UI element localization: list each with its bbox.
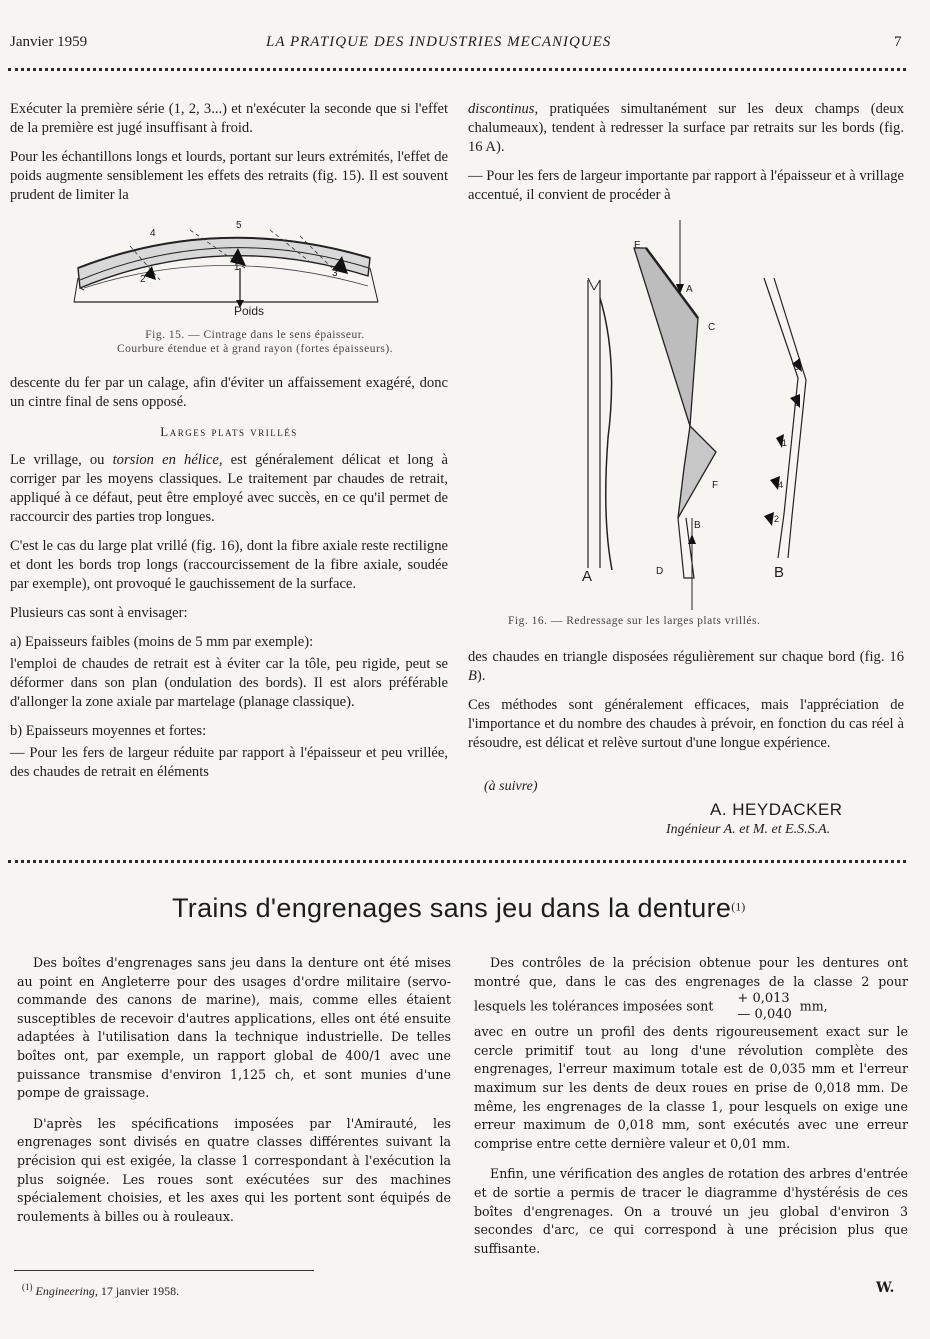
page-number: 7 [894,34,902,50]
paragraph: D'après les spécifications imposées par l'Amirauté, les engrenages sont divisés en quatre classes différentes suivant la précision qui est exigée, la classe 1 correspondant à l'exécution la plus soignée. Les roues sont exécutées sur des machines spécialement choisies, et les axes qui les portent sont équipés de roulements à billes ou à rouleaux. [17,1115,451,1224]
footnote [22,1282,179,1299]
text-run: mm, [799,998,828,1014]
article1-right-bottom [468,648,904,763]
text-run: ). [476,668,486,684]
text-run: Le vrillage, ou [10,452,113,468]
text-run: , pratiquées simultanément sur les deux champs (deux chalumeaux), tendent à redresser la surface par retraits sur les bords (fig. 16 A). [468,101,904,155]
fig15-label-3: 3 [332,268,338,279]
fig16-label-C: C [708,322,716,333]
paragraph: Des boîtes d'engrenages sans jeu dans la denture ont été mises au point en Angleterre pour des usages d'ordre militaire (servo-commande des canons de marine), mais, comme elles étaient susceptibles de recevoir d'autres applications, elles ont été ensuite adaptées à l'utilisation dans la technique industrielle. De telles boîtes ont, par exemple, un rapport global de 400/1 avec une puissance transmise d'environ 1,125 ch, et sont munies d'une pompe de graissage. [17,955,451,1101]
fig15-label-1: 1 [234,262,240,273]
paragraph: a) Epaisseurs faibles (moins de 5 mm par exemple): [10,634,314,650]
article2-right-column [474,954,908,1270]
text-run: , est généralement délicat et long à corriger par les moyens classiques. Le traitement par chaudes de retrait, appliqué à ce défaut, peut être employé avec succès, en ce qu'il permet de raccourcir des parties trop longues. [10,452,448,525]
paragraph: Plusieurs cas sont à envisager: [10,605,188,621]
footnote-ref: (1) [731,899,746,914]
article1-left-top [10,100,448,215]
fig15-label-4: 4 [150,228,156,239]
footnote-mark: (1) [22,1282,33,1292]
paragraph: C'est le cas du large plat vrillé (fig. 16), dont la fibre axiale reste rectiligne et dont les bords trop longs (raccourcissement de la fibre axiale, soudée par exemple), ont provoqué le gauchissement de la surface. [10,538,448,592]
paragraph: Enfin, une vérification des angles de rotation des arbres d'entrée et de sortie a permis de tracer le diagramme d'hystérésis de ces boîtes d'engrenages. On a trouvé un jeu global d'environ 3 secondes d'arc, ce qui correspond à une précision plus que suffisante. [474,1166,908,1256]
paragraph: avec en outre un profil des dents rigoureusement exact sur le cercle primitif tout au long d'une révolution complète des engrenages, l'erreur maximum totale est de 0,035 mm et l'erreur maximum sur les dents de deux roues en prise de 0,018 mm. De même, les engrenages de la classe 1, pour lesquels on exige une erreur maximum de 0,018 mm, sont exécutés avec une erreur comprise entre cette dernière valeur et 0,01 mm. [474,1024,908,1151]
journal-title: LA PRATIQUE DES INDUSTRIES MECANIQUES [266,34,612,50]
article2-title [172,893,745,924]
fig16-label-B: B [694,520,701,531]
footnote-rule [14,1270,314,1271]
author-title: Ingénieur A. et M. et E.S.S.A. [666,822,831,837]
fig15-label-2: 2 [140,274,146,285]
tolerance-minus: — 0,040 [737,1007,792,1023]
article1-left-bottom [10,374,448,792]
fig16-label-A: A [686,284,693,295]
fig16-mark-2: 2 [774,514,780,524]
fig16-label-F: F [712,480,719,491]
fig16-sublabel-A: A [582,568,593,585]
article2-signature: W. [876,1280,895,1296]
fig16-sublabel-B: B [774,564,785,581]
paragraph: descente du fer par un calage, afin d'éviter un affaissement exagéré, donc un cintre final de sens opposé. [10,375,448,410]
text-run-italic: discontinus [468,101,535,117]
tolerance-fraction [721,991,791,1023]
paragraph: l'emploi de chaudes de retrait est à éviter car la tôle, peu rigide, peut se déformer dans son plan (ondulation des bords). Il est alors préférable d'allonger la zone axiale par martelage (planage classique). [10,656,448,710]
fig16-mark-3: 3 [794,362,800,372]
paragraph: — Pour les fers de largeur réduite par rapport à l'épaisseur et peu vrillée, des chaudes de retrait en éléments [10,745,448,780]
caption-line: Fig. 15. — Cintrage dans le sens épaisseur. [145,329,365,341]
figure-16-drawing [560,218,840,610]
figure-15-drawing [70,218,390,324]
paragraph: Exécuter la première série (1, 2, 3...) et n'exécuter la seconde que si l'effet de la première est jugé insuffisant à froid. [10,101,448,136]
paragraph [468,100,904,157]
text-run-italic: B [468,668,477,684]
paragraph [10,451,448,527]
footnote-source: Engineering [35,1284,95,1298]
paragraph [474,954,908,1023]
issue-date: Janvier 1959 [10,34,88,50]
figure-15-caption [90,328,420,356]
figure-16-caption: Fig. 16. — Redressage sur les larges plats vrillés. [508,615,761,627]
text-run-italic: torsion en hélice [112,452,219,468]
paragraph: Pour les échantillons longs et lourds, portant sur leurs extrémités, l'effet de poids augmente sensiblement les effets des retraits (fig. 15). Il est souvent prudent de limiter la [10,149,448,203]
fig16-mark-5: 5 [794,398,800,408]
paragraph: Ces méthodes sont généralement efficaces, mais l'appréciation de l'importance et du nombre des chaudes à prévoir, en fonction du cas réel à résoudre, est délicat et relève surtout d'une longue expérience. [468,697,904,751]
text-run: Des contrôles de la précision obtenue pour les dentures ont montré que, dans le cas des engrenages de la classe 2 pour lesquels les tolérances imposées sont [474,955,908,1014]
article1-right-top [468,100,904,215]
fig15-weight-label: Poids [234,304,265,318]
section-heading: Larges plats vrillés [160,424,298,439]
fig16-mark-1: 1 [782,438,788,448]
footnote-date: , 17 janvier 1958. [94,1284,180,1298]
article2-title-text: Trains d'engrenages sans jeu dans la denture [172,893,732,923]
to-be-continued: (à suivre) [484,779,538,794]
paragraph [468,648,904,686]
fig16-mark-4: 4 [778,480,784,490]
fig16-label-E: E [634,240,641,251]
fig15-label-5: 5 [236,220,242,231]
article-divider [8,860,906,863]
paragraph: b) Epaisseurs moyennes et fortes: [10,723,207,739]
header-divider [8,68,906,71]
tolerance-plus: + 0,013 [737,991,790,1007]
paragraph: — Pour les fers de largeur importante par rapport à l'épaisseur et à vrillage accentué, il convient de procéder à [468,168,904,203]
article2-left-column [17,954,451,1238]
author-name: A. HEYDACKER [710,800,843,819]
caption-line: Courbure étendue et à grand rayon (fortes épaisseurs). [116,343,394,355]
text-run: des chaudes en triangle disposées régulièrement sur chaque bord (fig. 16 [468,649,904,665]
fig16-label-D: D [656,566,664,577]
